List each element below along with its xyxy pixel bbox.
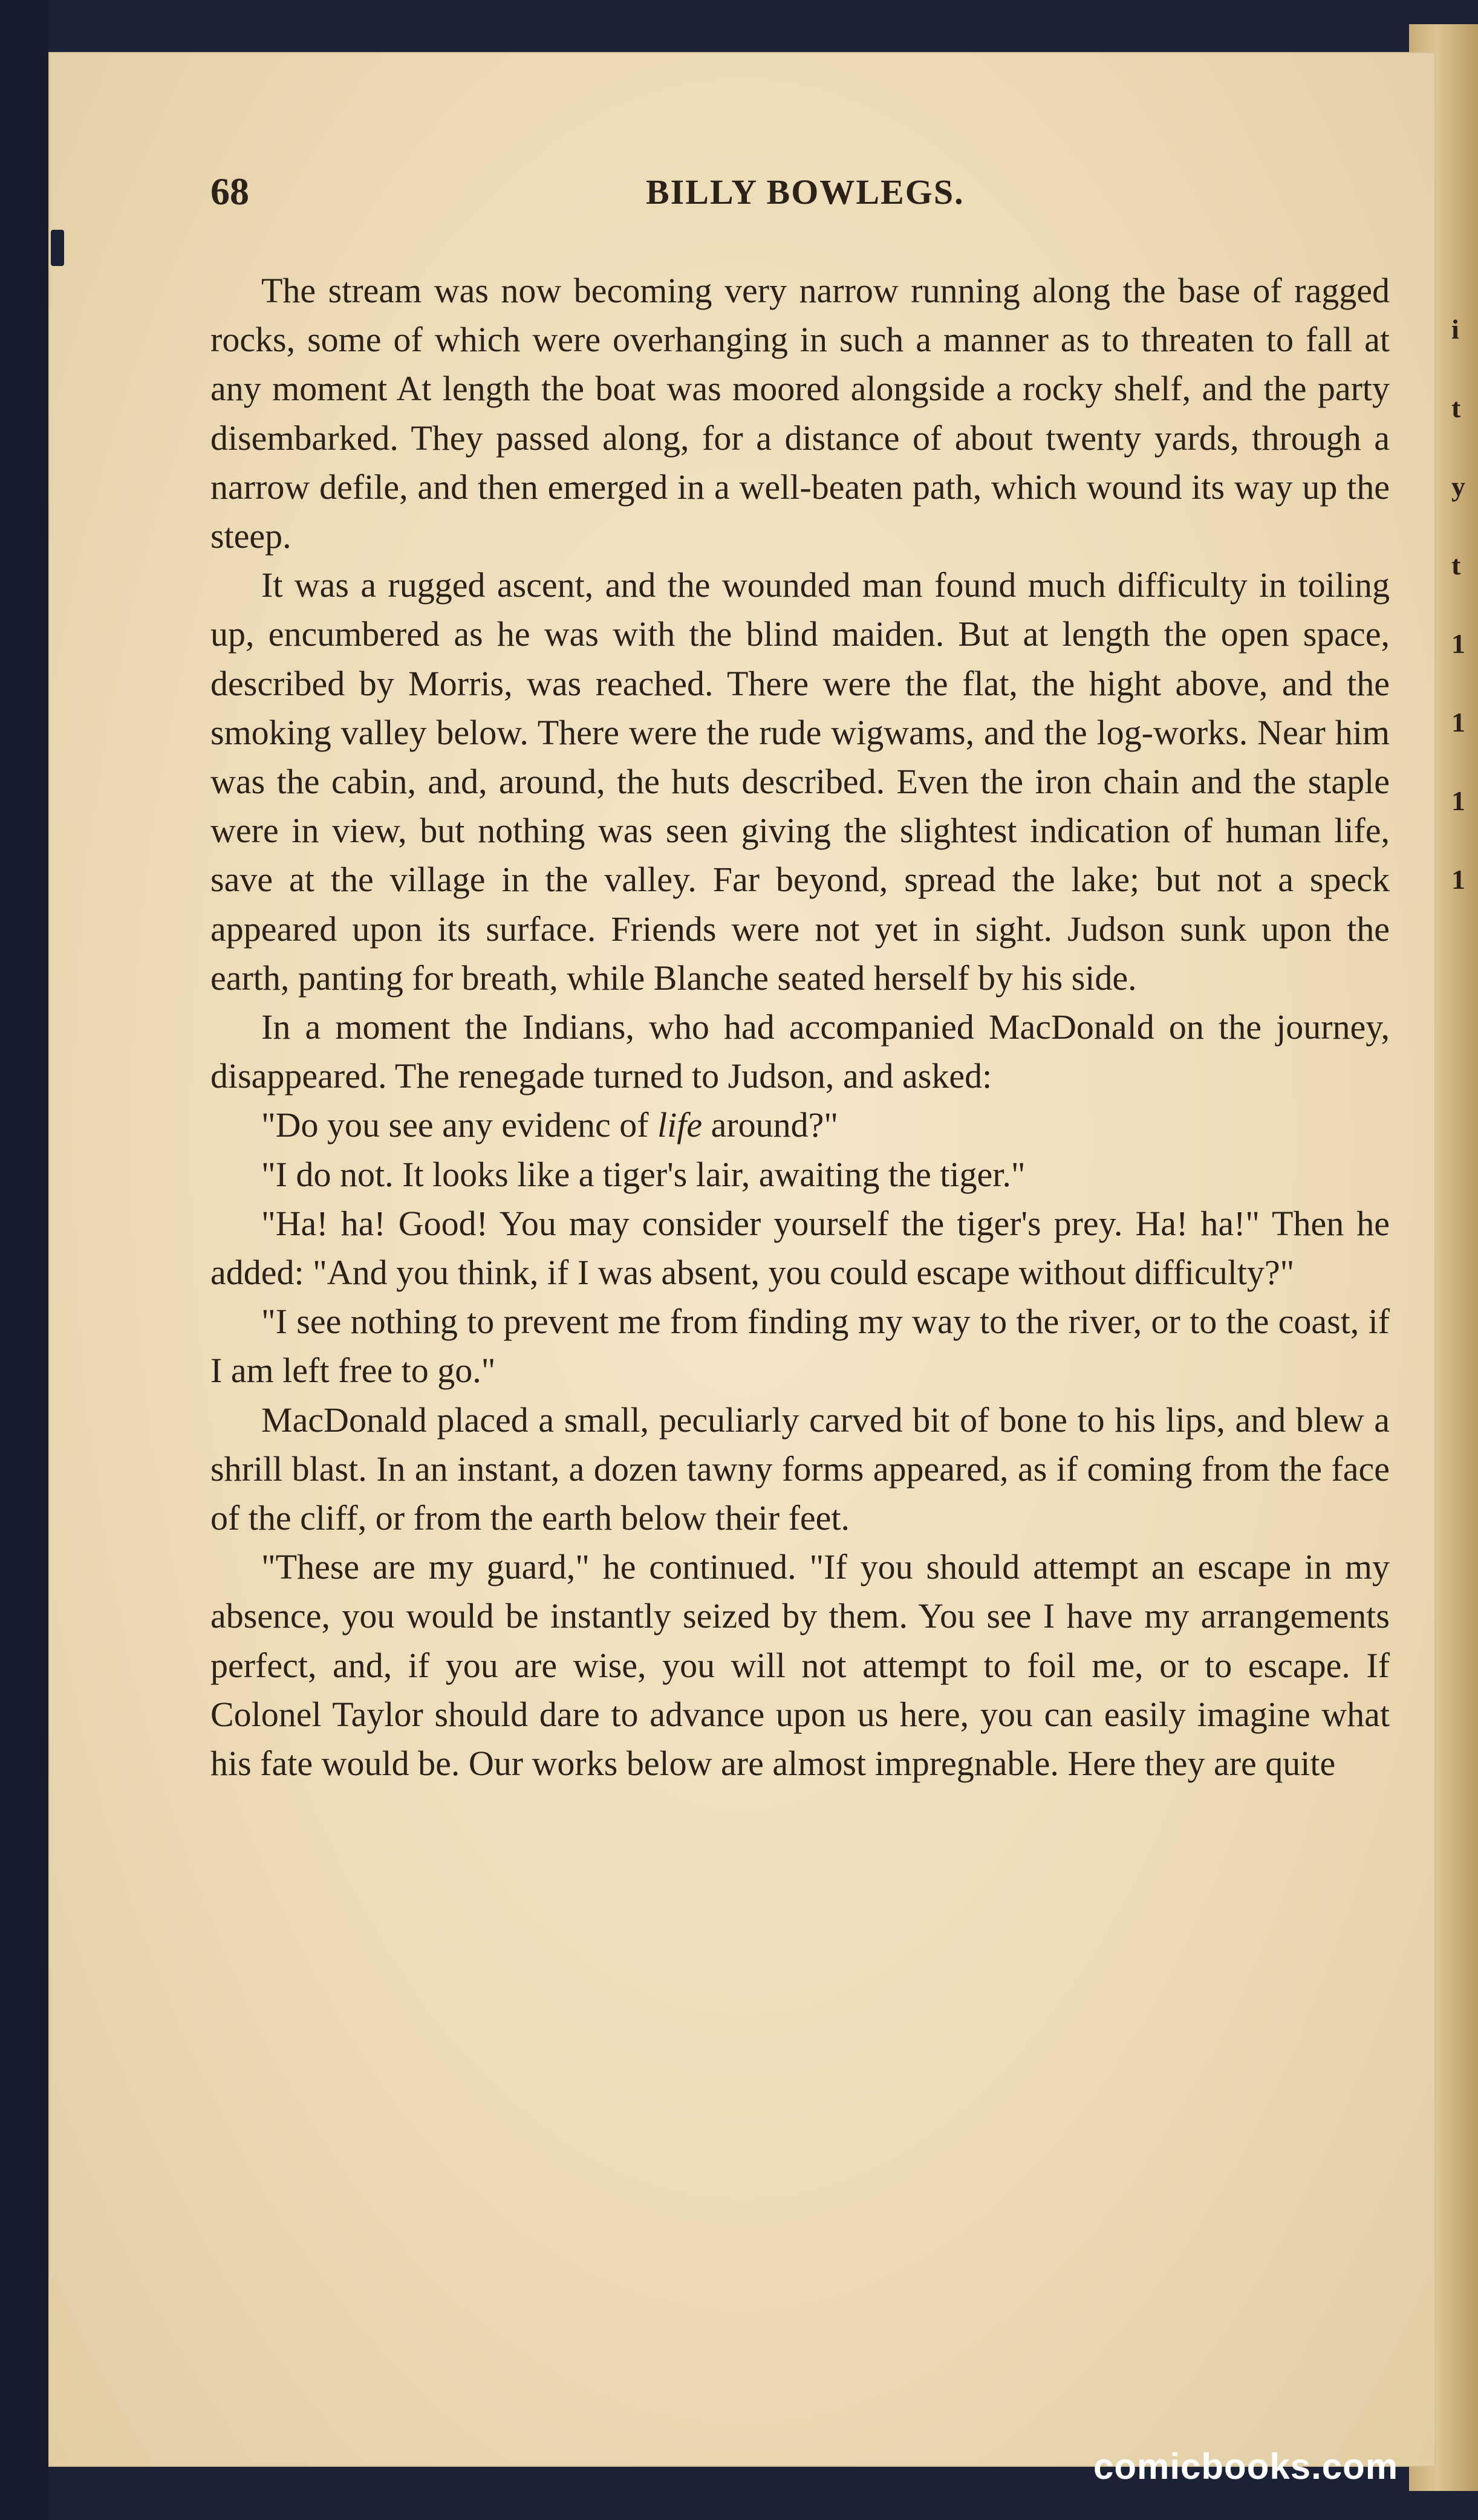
facing-letter: t — [1451, 550, 1461, 580]
facing-letter: y — [1451, 471, 1465, 502]
facing-letter: 1 — [1451, 864, 1465, 895]
left-background — [0, 0, 48, 2520]
running-title: BILLY BOWLEGS. — [646, 172, 965, 212]
page-header — [210, 169, 1390, 224]
paragraph: The stream was now becoming very narrow running along the base of ragged rocks, some of which were overhanging in such a manner as to threaten to fall at any moment At length the boat was moored alongside a rocky shelf, and the party disembarked. They passed along, for a distance of about twenty yards, through a narrow defile, and then emerged in a well-beaten path, which wound its way up the steep. — [210, 271, 1390, 556]
paragraph: In a moment the Indians, who had accompanied MacDonald on the journey, disappeared. The renegade turned to Judson, and asked: — [210, 1007, 1390, 1096]
facing-page-letters — [1451, 290, 1478, 919]
watermark: comicbooks.com — [1093, 2446, 1399, 2487]
page-number: 68 — [210, 170, 249, 213]
facing-letter: 1 — [1451, 707, 1465, 738]
italic-word: life — [657, 1105, 703, 1145]
body-text — [210, 266, 1390, 1788]
facing-letter: 1 — [1451, 785, 1465, 816]
facing-letter: i — [1451, 314, 1459, 345]
dialogue-text: around?" — [702, 1105, 839, 1145]
page-nick — [51, 230, 64, 266]
paragraph: It was a rugged ascent, and the wounded man found much difficulty in toiling up, encumbered as he was with the blind maiden. But at length the open space, described by Morris, was reached. There were the flat, the hight above, and the smoking valley below. There were the rude wigwams, and the log-works. Near him was the cabin, and, around, the huts described. Even the iron chain and the staple were in view, but nothing was seen giving the slightest indication of human life, save at the village in the valley. Far beyond, spread the lake; but not a speck appeared upon its surface. Friends were not yet in sight. Judson sunk upon the earth, panting for breath, while Blanche seated herself by his side. — [210, 565, 1390, 998]
facing-letter: t — [1451, 392, 1461, 423]
paragraph — [210, 1100, 1390, 1149]
paragraph: "Ha! ha! Good! You may consider yourself the tiger's prey. Ha! ha!" Then he added: "And you think, if I was absent, you could escape without difficulty?" — [210, 1203, 1390, 1293]
facing-letter: 1 — [1451, 628, 1465, 659]
dialogue-text: "Do you see any evidenc of — [261, 1105, 658, 1145]
paragraph: "These are my guard," he continued. "If you should attempt an escape in my absence, you would be instantly seized by them. You see I have my arrangements perfect, and, if you are wise, you will not attempt to foil me, or to escape. If Colonel Taylor should dare to advance upon us here, you can easily imagine what his fate would be. Our works below are almost impregnable. Here they are quite — [210, 1547, 1390, 1784]
paragraph: "I do not. It looks like a tiger's lair, awaiting the tiger." — [261, 1154, 1026, 1194]
paragraph: MacDonald placed a small, peculiarly carved bit of bone to his lips, and blew a shrill blast. In an instant, a dozen tawny forms appeared, as if coming from the face of the cliff, or from the earth below their feet. — [210, 1400, 1390, 1538]
paragraph: "I see nothing to prevent me from finding my way to the river, or to the coast, if I am left free to go." — [210, 1302, 1390, 1391]
